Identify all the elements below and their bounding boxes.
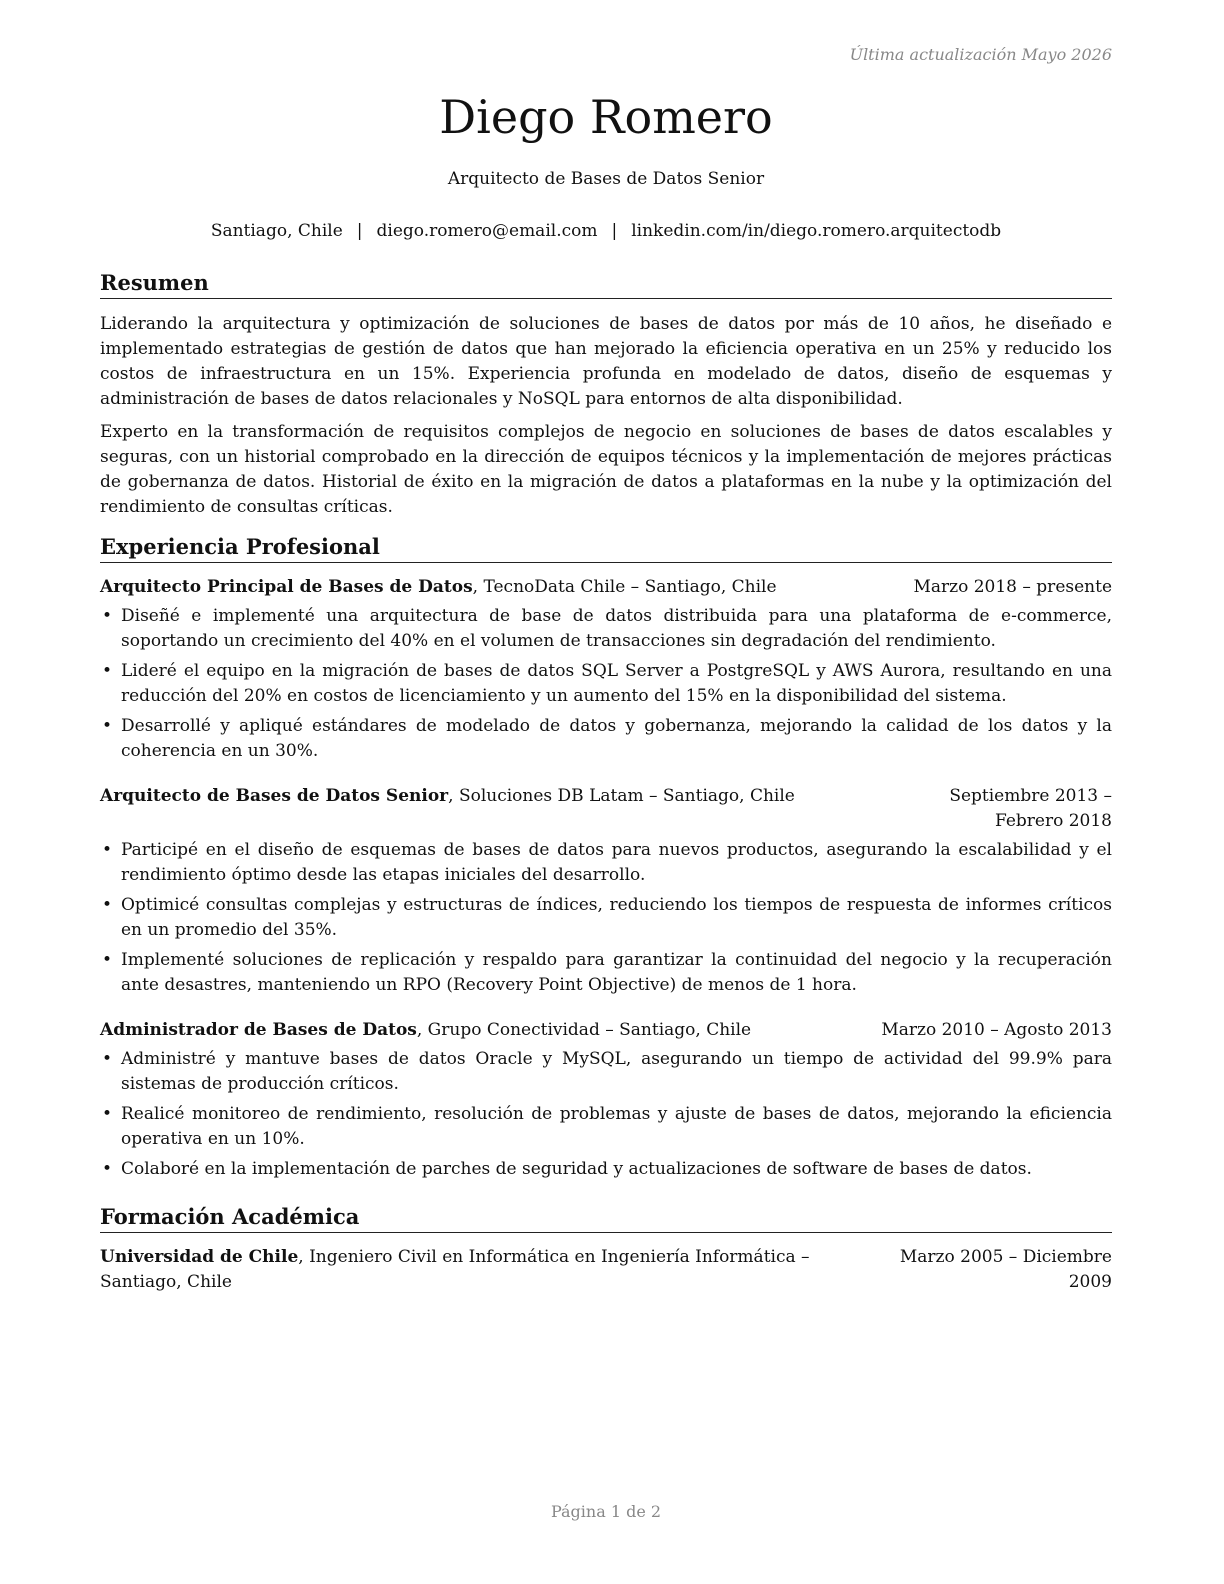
job-bullet xyxy=(100,838,1112,888)
contact-separator: | xyxy=(356,221,363,241)
job-company: , TecnoData Chile – Santiago, Chile xyxy=(472,577,777,597)
job-bullet xyxy=(100,604,1112,654)
contact-line xyxy=(100,219,1112,243)
job-entry xyxy=(100,575,1112,764)
job-dates: Marzo 2010 – Agosto 2013 xyxy=(881,1020,1112,1040)
job-bullet-text: Desarrollé y apliqué estándares de modelado de datos y gobernanza, mejorando la calidad de los datos y la coherencia en un 30%. xyxy=(121,716,1112,761)
job-bullet xyxy=(100,948,1112,998)
education-entry xyxy=(100,1245,1112,1295)
bullet-icon: • xyxy=(102,950,113,970)
summary-paragraph: Liderando la arquitectura y optimización de soluciones de bases de datos por más de 10 años, he diseñado e implementado estrategias de gestión de datos que han mejorado la eficiencia operativa en un 25% y reducido los costos de infraestructura en un 15%. Experiencia profunda en modelado de datos, diseño de esquemas y administración de bases de datos relacionales y NoSQL para entornos de alta disponibilidad. xyxy=(100,314,1112,409)
job-header xyxy=(100,784,1112,834)
job-bullets xyxy=(100,1047,1112,1182)
contact-email-link[interactable]: diego.romero@email.com xyxy=(376,221,598,241)
job-entry xyxy=(100,1018,1112,1182)
summary-paragraph: Experto en la transformación de requisitos complejos de negocio en soluciones de bases de datos escalables y seguras, con un historial comprobado en la dirección de equipos técnicos y la implementación de mejores prácticas de gobernanza de datos. Historial de éxito en la migración de datos a plataformas en la nube y la optimización del rendimiento de consultas críticas. xyxy=(100,422,1112,517)
candidate-title: Arquitecto de Bases de Datos Senior xyxy=(447,169,765,189)
job-bullet xyxy=(100,1102,1112,1152)
job-header xyxy=(100,575,1112,600)
job-title-line xyxy=(100,784,876,809)
bullet-icon: • xyxy=(102,1104,113,1124)
job-bullet xyxy=(100,659,1112,709)
education-dates: Marzo 2005 – Diciembre 2009 xyxy=(899,1247,1112,1292)
resume-page xyxy=(100,0,1112,1584)
bullet-icon: • xyxy=(102,606,113,626)
education-line xyxy=(100,1245,880,1295)
bullet-icon: • xyxy=(102,840,113,860)
contact-separator: | xyxy=(611,221,618,241)
job-role: Arquitecto Principal de Bases de Datos xyxy=(100,577,473,597)
bullet-icon: • xyxy=(102,1159,113,1179)
job-title-line xyxy=(100,1018,881,1043)
job-role: Arquitecto de Bases de Datos Senior xyxy=(100,786,449,806)
job-bullet-text: Lideré el equipo en la migración de bases de datos SQL Server a PostgreSQL y AWS Aurora, resultando en una reducción del 20% en costos de licenciamiento y un aumento del 15% en la disponibilidad del sistema. xyxy=(121,661,1112,706)
bullet-icon: • xyxy=(102,716,113,736)
job-title-line xyxy=(100,575,913,600)
job-bullet-text: Implementé soluciones de replicación y respaldo para garantizar la continuidad del negocio y la recuperación ante desastres, manteniendo un RPO (Recovery Point Objective) de menos de 1 hora. xyxy=(121,950,1112,995)
bullet-icon: • xyxy=(102,895,113,915)
candidate-name: Diego Romero xyxy=(439,90,773,144)
job-bullet-text: Administré y mantuve bases de datos Oracle y MySQL, asegurando un tiempo de actividad del 99.9% para sistemas de producción críticos. xyxy=(121,1049,1112,1094)
job-bullets xyxy=(100,838,1112,998)
job-bullet-text: Diseñé e implementé una arquitectura de base de datos distribuida para una plataforma de e-commerce, soportando un crecimiento del 40% en el volumen de transacciones sin degradación del rendimiento. xyxy=(121,606,1112,651)
job-bullet-text: Realicé monitoreo de rendimiento, resolución de problemas y ajuste de bases de datos, mejorando la eficiencia operativa en un 10%. xyxy=(121,1104,1112,1149)
job-bullet xyxy=(100,714,1112,764)
job-bullet xyxy=(100,1157,1112,1182)
education-institution: Universidad de Chile xyxy=(100,1247,299,1267)
last-updated: Última actualización Mayo 2026 xyxy=(849,45,1112,64)
job-bullet-text: Colaboré en la implementación de parches de seguridad y actualizaciones de software de bases de datos. xyxy=(121,1159,1032,1179)
section-title-education: Formación Académica xyxy=(100,1202,1112,1233)
education-section xyxy=(100,1202,1112,1295)
contact-location: Santiago, Chile xyxy=(210,221,343,241)
job-header xyxy=(100,1018,1112,1043)
job-entry xyxy=(100,784,1112,998)
job-dates: Septiembre 2013 – Febrero 2018 xyxy=(949,786,1112,831)
page-number: Página 1 de 2 xyxy=(550,1502,662,1521)
job-role: Administrador de Bases de Datos xyxy=(100,1020,417,1040)
education-detail: , Ingeniero Civil en Informática en Ingeniería Informática – Santiago, Chile xyxy=(100,1247,810,1292)
summary-section xyxy=(100,268,1112,520)
job-bullet xyxy=(100,1047,1112,1097)
contact-linkedin-link[interactable]: linkedin.com/in/diego.romero.arquitectodb xyxy=(631,221,1002,241)
job-dates: Marzo 2018 – presente xyxy=(913,577,1112,597)
job-company: , Grupo Conectividad – Santiago, Chile xyxy=(416,1020,752,1040)
section-title-summary: Resumen xyxy=(100,268,1112,299)
job-bullet-text: Participé en el diseño de esquemas de bases de datos para nuevos productos, asegurando la escalabilidad y el rendimiento óptimo desde las etapas iniciales del desarrollo. xyxy=(121,840,1112,885)
job-bullet xyxy=(100,893,1112,943)
section-title-experience: Experiencia Profesional xyxy=(100,532,1112,563)
bullet-icon: • xyxy=(102,661,113,681)
bullet-icon: • xyxy=(102,1049,113,1069)
experience-section xyxy=(100,532,1112,1182)
job-bullets xyxy=(100,604,1112,764)
resume-body xyxy=(100,268,1112,1295)
job-company: , Soluciones DB Latam – Santiago, Chile xyxy=(448,786,795,806)
job-bullet-text: Optimicé consultas complejas y estructuras de índices, reduciendo los tiempos de respuesta de informes críticos en un promedio del 35%. xyxy=(121,895,1112,940)
